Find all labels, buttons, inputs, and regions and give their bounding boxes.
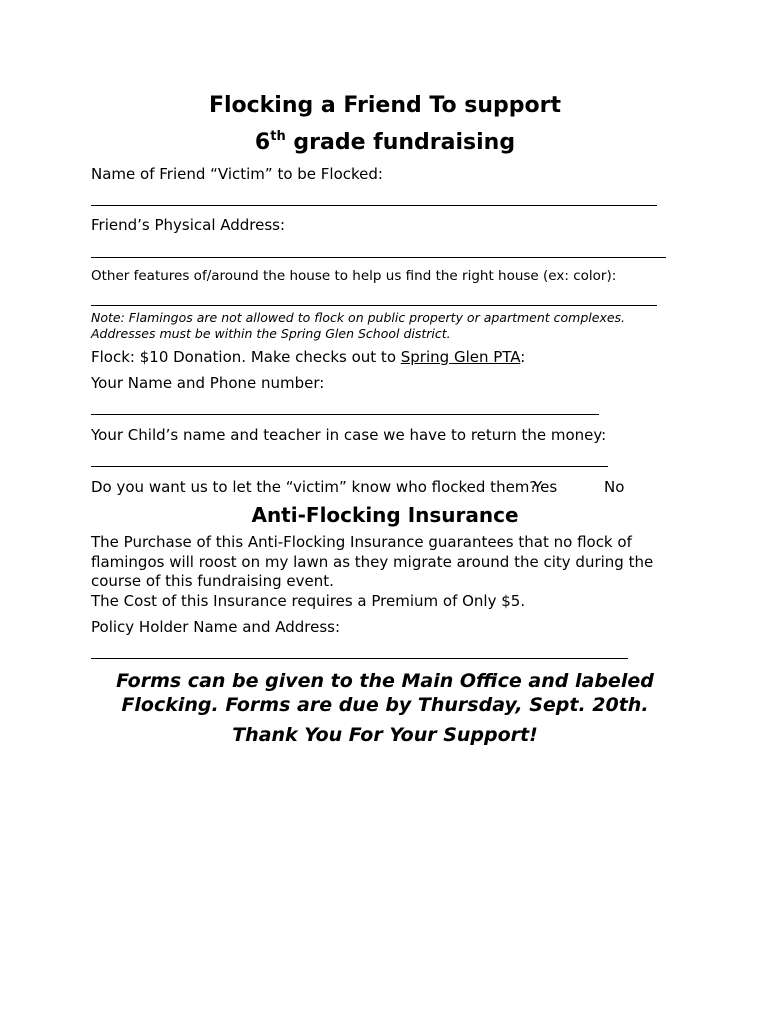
option-no[interactable]: No: [604, 478, 625, 496]
friend-name-label: Name of Friend “Victim” to be Flocked:: [91, 165, 383, 183]
child-label: Your Child’s name and teacher in case we have to return the money:: [91, 426, 607, 444]
your-name-label: Your Name and Phone number:: [91, 374, 325, 392]
note-line-2: Addresses must be within the Spring Glen School district.: [91, 326, 451, 341]
address-label: Friend’s Physical Address:: [91, 216, 286, 234]
policy-holder-field[interactable]: [91, 658, 628, 659]
friend-name-field[interactable]: [91, 205, 657, 206]
page-title: Flocking a Friend To support: [208, 93, 562, 118]
insurance-cost: The Cost of this Insurance requires a Premium of Only $5.: [91, 592, 526, 610]
child-field[interactable]: [91, 466, 608, 467]
note-line-1: Note: Flamingos are not allowed to flock on public property or apartment complexes.: [91, 310, 626, 325]
your-name-field[interactable]: [91, 414, 599, 415]
insurance-paragraph: The Purchase of this Anti-Flocking Insurance guarantees that no flock of flamingos will roost on my lawn as they migrate around the city during the course of this fundraising event.: [91, 533, 654, 590]
grade-ordinal-suffix: th: [270, 129, 286, 144]
closing-line-2: Flocking. Forms are due by Thursday, Sept. 20th.: [121, 694, 649, 716]
flock-donation-text: Flock: $10 Donation. Make checks out to: [91, 348, 401, 366]
page-subtitle: [0, 129, 770, 155]
policy-holder-label: Policy Holder Name and Address:: [91, 618, 341, 636]
address-field[interactable]: [91, 257, 666, 258]
option-yes[interactable]: Yes: [533, 478, 558, 496]
features-label: Other features of/around the house to help us find the right house (ex: color):: [91, 268, 617, 284]
tell-victim-question: Do you want us to let the “victim” know who flocked them?: [91, 478, 538, 496]
features-field[interactable]: [91, 305, 657, 306]
thank-you-line: Thank You For Your Support!: [232, 724, 538, 746]
closing-line-1: Forms can be given to the Main Office and labeled: [116, 670, 654, 692]
pta-payee: Spring Glen PTA: [400, 348, 521, 366]
insurance-heading: Anti-Flocking Insurance: [251, 503, 519, 527]
subtitle-rest: grade fundraising: [285, 130, 516, 155]
grade-number: 6: [254, 130, 271, 155]
flock-colon: :: [520, 348, 526, 366]
flock-donation-line: [91, 348, 525, 366]
